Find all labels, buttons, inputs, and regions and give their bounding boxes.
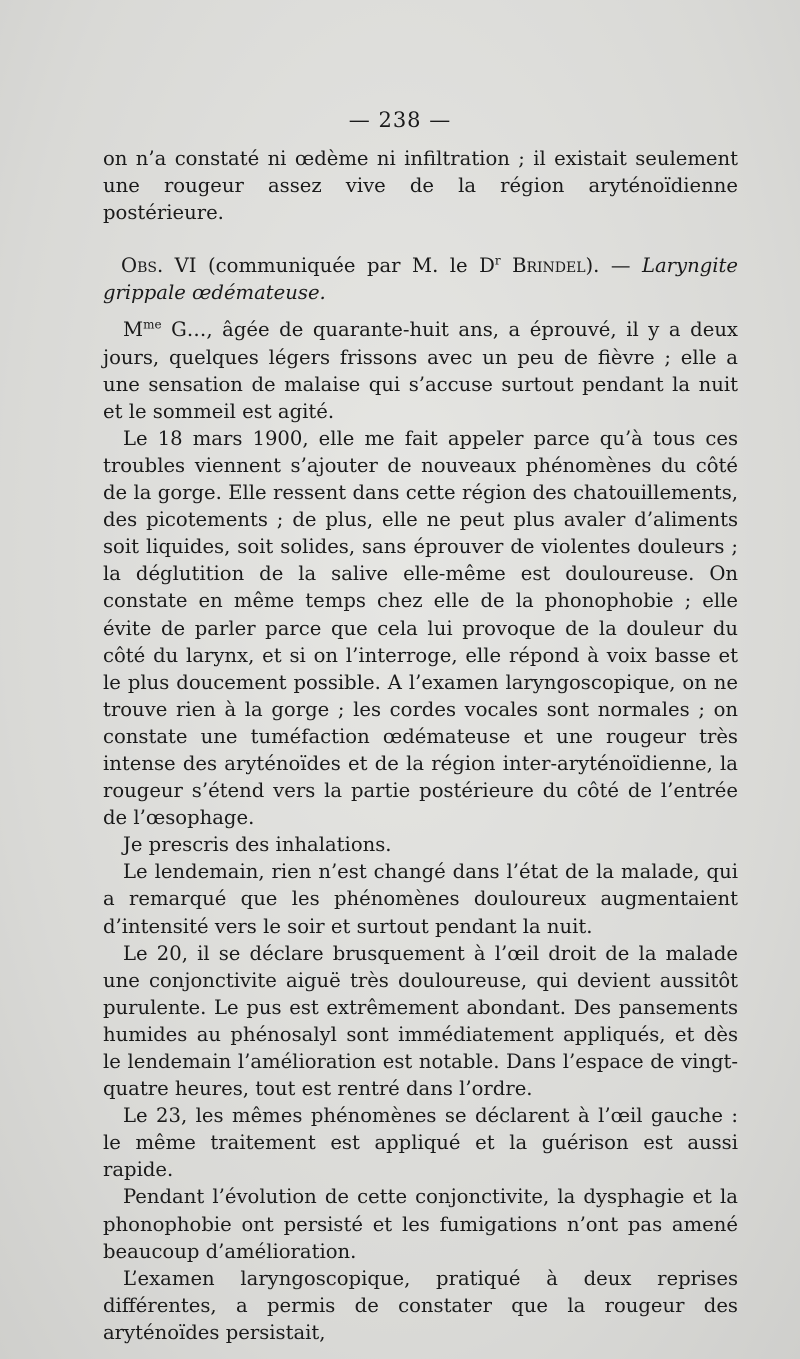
- paragraph: Je prescris des inhalations.: [123, 833, 392, 857]
- obs-source: (communiquée par M. le D: [208, 254, 495, 278]
- paragraph: [103, 316, 738, 424]
- obs-source-sup: r: [494, 253, 501, 268]
- body-text: [103, 145, 738, 1346]
- paragraph: Pendant l’évolution de cette conjonctivite, la dysphagie et la phonophobie ont persisté et les fumigations n’ont pas amené beaucoup d’amélioration.: [103, 1185, 738, 1263]
- paragraph: Le 20, il se déclare brusquement à l’œil droit de la malade une conjonctivite aiguë très douloureuse, qui devient aussitôt purulente. Le pus est extrêmement abondant. Des pansements humides au phénosalyl sont immédiatement appliqués, et dès le lendemain l’amélioration est notable. Dans l’espace de vingt-quatre heures, tout est rentré dans l’ordre.: [103, 941, 738, 1101]
- patient-title-sup: me: [143, 317, 162, 332]
- observation-heading: [103, 252, 738, 306]
- obs-title: Laryngite grippale œdémateuse.: [103, 254, 738, 305]
- obs-physician: Brindel: [512, 254, 586, 278]
- paragraph-text: G…, âgée de quarante-huit ans, a éprouvé, il y a deux jours, quelques légers frissons avec un peu de fièvre ; elle a une sensation de malaise qui s’accuse surtout pendant la nuit et le sommeil est agité.: [103, 318, 738, 423]
- paragraph: Le lendemain, rien n’est changé dans l’état de la malade, qui a remarqué que les phénomènes douloureux augmentaient d’intensité vers le soir et surtout pendant la nuit.: [103, 860, 738, 938]
- page-number: — 238 —: [348, 108, 452, 132]
- paragraph: L’examen laryngoscopique, pratiqué à deux reprises différentes, a permis de constater que la rougeur des aryténoïdes persistait,: [103, 1266, 738, 1344]
- paragraph: Le 18 mars 1900, elle me fait appeler parce qu’à tous ces troubles viennent s’ajouter de nouveaux phénomènes du côté de la gorge. Elle ressent dans cette région des chatouillements, des picotements ; de plus, elle ne peut plus avaler d’aliments soit liquides, soit solides, sans éprouver de violentes douleurs ; la déglutition de la salive elle-même est douloureuse. On constate en même temps chez elle de la phonophobie ; elle évite de parler parce que cela lui provoque de la douleur du côté du larynx, et si on l’interroge, elle répond à voix basse et le plus doucement possible. A l’examen laryngoscopique, on ne trouve rien à la gorge ; les cordes vocales sont normales ; on constate une tuméfaction œdémateuse et une rougeur très intense des aryténoïdes et de la région inter-aryténoïdienne, la rougeur s’étend vers la partie postérieure du côté de l’entrée de l’œsophage.: [103, 426, 738, 830]
- obs-close: ). —: [585, 254, 642, 278]
- patient-title: M: [123, 318, 144, 342]
- paragraph-continuation: on n’a constaté ni œdème ni infiltration ; il existait seulement une rougeur assez vive de la région aryténoïdienne postérieure.: [103, 147, 738, 225]
- obs-label: Obs. VI: [121, 254, 197, 278]
- paragraph: Le 23, les mêmes phénomènes se déclarent à l’œil gauche : le même traitement est appliqué et la guérison est aussi rapide.: [103, 1104, 738, 1182]
